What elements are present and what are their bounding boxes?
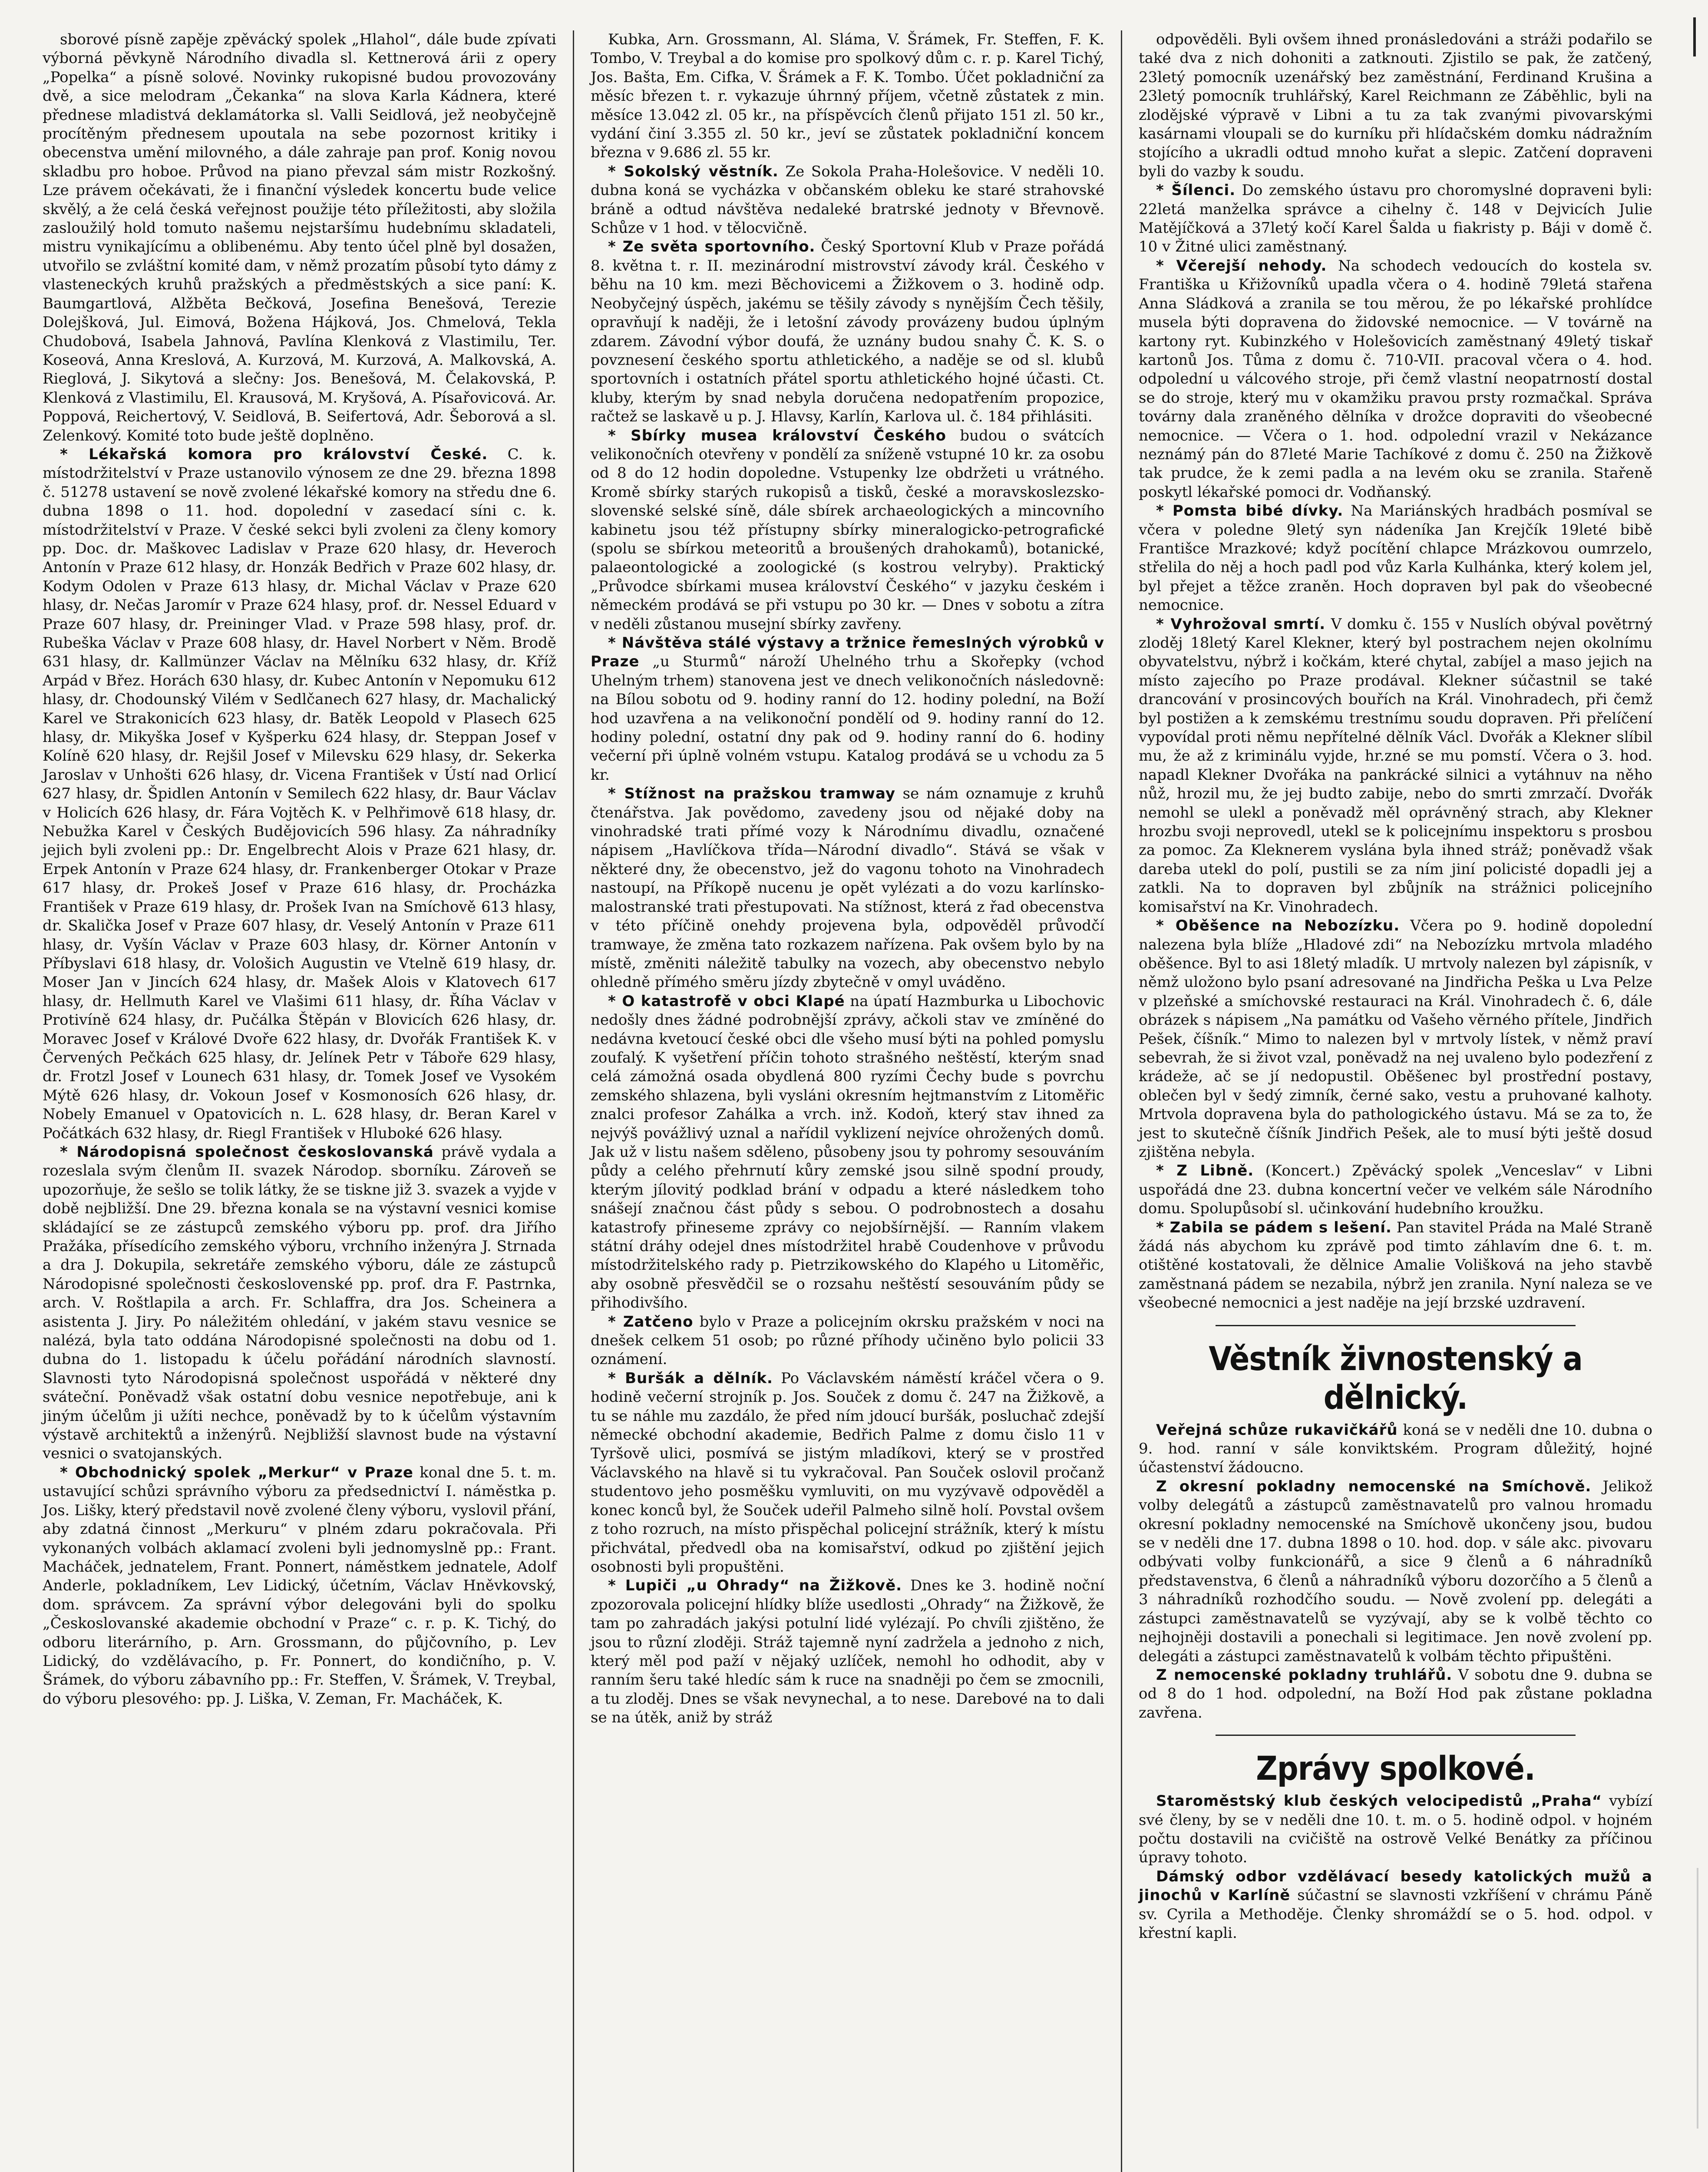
section-divider [1216, 1735, 1575, 1736]
article-text: Kubka, Arn. Grossmann, Al. Sláma, V. Šrámek, Fr. Steffen, F. K. Tombo, V. Treybal a do komise pro spolkový dům c. r. p. Karel Tichý, Jos. Bašta, Em. Cifka, V. Šrámek a F. K. Tombo. Účet pokladniční za měsíc březen t. r. vykazuje úhrnný příjem, včetně zůstatek z min. měsíce 13.042 zl. 05 kr., na příspěvcích členů přijato 151 zl. 50 kr., vydání činí 3.355 zl. 50 kr., jeví se zůstatek pokladniční koncem března v 9.686 zl. 55 kr. [591, 31, 1104, 162]
article-paragraph [43, 30, 556, 445]
section-divider [1216, 1325, 1575, 1326]
article-heading: * Šílenci. [1156, 182, 1236, 199]
article-paragraph [591, 427, 1104, 634]
article-paragraph [1139, 1867, 1652, 1943]
article-text: odpověděli. Byli ovšem ihned pronásledováni a stráži podařilo se také dva z nich dohoniti a zatknouti. Zjistilo se pak, že zatčený, 23letý pomocník uzenářský bez zaměstnání, Ferdinand Krušina a 23letý pomocník truhlářský, Karel Reichmann ze Záběhlic, byli na zlodějské výpravě v Libni a tu za tak zvanými pivovarskými kasárnami vloupali se do kurníku při hlídačském domku nádražním stojícího a ukradli odtud mnoho kuřat a slepic. Zatčení dopraveni byli do vazby k soudu. [1139, 31, 1652, 180]
article-heading: * Návštěva stálé výstavy a tržnice řemeslných výrobků v Praze [591, 634, 1104, 671]
article-text: (Koncert.) Zpěvácký spolek „Venceslav“ v Libni uspořádá dne 23. dubna koncertní večer ve velkém sále Národního domu. Spolupůsobí sl. učinkování hudebního kroužku. [1139, 1162, 1652, 1218]
column-right-articles [1139, 30, 1652, 1313]
article-heading: Dámský odbor vzdělávací besedy katolických mužů a jinochů v Karlíně [1139, 1867, 1652, 1904]
trade-section-articles [1139, 1421, 1652, 1723]
article-text: Včera po 9. hodině dopolední nalezena byla blíže „Hladové zdi“ na Nebozízku mrtvola mladého oběšence. Byl to asi 18letý mladík. U mrtvoly nalezen byl zápisník, v němž uložono bylo psaní adresované na Jindřicha Peška u Lva Pelze v plzeňské a smíchovské restauraci na Král. Vinohradech č. 6, dále obrázek s nápisem „Na památku od Vašeho věrného přítele, Jindřich Pešek, číšník.“ Mimo to nalezen byl v mrtvoly lístek, v němž praví sebevrah, že si život vzal, poněvadž na nej uvaleno bylo podezření z krádeže, ač se jí nedopustil. Oběšenec byl prostřední postavy, oblečen byl v šedý zimník, černé sako, vestu a pruhované kalhoty. Mrtvola dopravena byla do pathologického ústavu. Má se za to, že jest to skutečně číšník Jindřich Pešek, ale to musí býti ještě dosud zjištěna nebyla. [1139, 917, 1652, 1161]
column-middle [574, 30, 1122, 2172]
article-paragraph [1139, 1477, 1652, 1666]
article-text: Ze Sokola Praha-Holešovice. V neděli 10. dubna koná se vycházka v občanském obleku ke staré strahovské bráně a odtud návštěva nedaleké bratrské jednoty v Břevnově. Schůze v 1 hod. v tělocvičně. [591, 162, 1104, 237]
article-paragraph [43, 1463, 556, 1708]
article-paragraph [591, 162, 1104, 238]
article-paragraph [591, 992, 1104, 1313]
article-heading: * Vyhrožoval smrtí. [1156, 615, 1326, 633]
article-text: C. k. místodržitelství v Praze ustanovilo výnosem ze dne 29. března 1898 č. 51278 ustavení se nově zvolené lékařské komory na středu dne 6. dubna 1898 o 11. hod. dopolední v zasedací síni c. k. místodržitelství v Praze. V české sekci byli zvoleni za členy komory pp. Doc. dr. Maškovec Ladislav v Praze 620 hlasy, dr. Heveroch Antonín v Praze 612 hlasy, dr. Honzák Bedřich v Praze 602 hlasy, dr. Kodym Odolen v Praze 613 hlasy, dr. Michal Václav v Praze 620 hlasy, dr. Nečas Jaromír v Praze 624 hlasy, prof. dr. Nessel Eduard v Praze 607 hlasy, dr. Preininger Vlad. v Praze 598 hlasy, prof. dr. Rubeška Václav v Praze 608 hlasy, dr. Havel Norbert v Něm. Brodě 631 hlasy, dr. Kallmünzer Václav na Mělníku 632 hlasy, dr. Kříž Arpád v Břez. Horách 630 hlasy, dr. Kubec Antonín v Nepomuku 612 hlasy, dr. Chodounský Vilém v Sedlčanech 627 hlasy, dr. Machalický Karel ve Strakonicích 623 hlasy, dr. Batěk Leopold v Plasech 625 hlasy, dr. Mikyška Josef v Kyšperku 624 hlasy, dr. Steppan Josef v Kolíně 620 hlasy, dr. Rejšil Josef v Milevsku 629 hlasy, dr. Sekerka Jaroslav v Unhošti 626 hlasy, dr. Vicena František v Ústí nad Orlicí 627 hlasy, dr. Špidlen Antonín v Semilech 622 hlasy, dr. Baur Václav v Holicích 626 hlasy, dr. Fára Vojtěch K. v Pelhřimově 618 hlasy, dr. Nebužka Karel v Českých Budějovicích 596 hlasy. Za náhradníky jejich byli zvoleni pp.: Dr. Engelbrecht Alois v Praze 621 hlasy, dr. Erpek Antonín v Praze 624 hlasy, dr. Frankenberger Otokar v Praze 617 hlasy, dr. Prokeš Josef v Praze 616 hlasy, dr. Procházka František v Praze 619 hlasy, dr. Prošek Ivan na Smíchově 613 hlasy, dr. Skalička Josef v Praze 607 hlasy, dr. Veselý Antonín v Praze 611 hlasy, dr. Vyšín Václav v Praze 603 hlasy, dr. Körner Antonín v Příbyslavi 618 hlasy, dr. Vološich Augustin ve Vtelně 619 hlasy, dr. Moser Jan v Jincích 624 hlasy, dr. Mašek Alois v Klatovech 617 hlasy, dr. Hellmuth Karel ve Vlašimi 611 hlasy, dr. Říha Václav v Protivíně 624 hlasy, dr. Pučálka Štěpán v Blovicích 626 hlasy, dr. Moravec Josef v Králové Dvoře 622 hlasy, dr. Dvořák František K. v Červených Pečkách 625 hlasy, dr. Jelínek Petr v Táboře 629 hlasy, dr. Frotzl Josef v Lounech 631 hlasy, dr. Tomek Josef ve Vysokém Mýtě 626 hlasy, dr. Vokoun Josef v Kosmonosích 626 hlasy, dr. Nobely Emanuel v Opatovicích n. L. 628 hlasy, dr. Beran Karel v Počátkách 632 hlasy, dr. Riegl František v Hluboké 626 hlasy. [43, 445, 556, 1142]
page-edge-mark [1693, 17, 1696, 56]
article-text: V sobotu dne 9. dubna se od 8 do 1 hod. odpolední, na Boží Hod pak zůstane pokladna zavřena. [1139, 1666, 1652, 1722]
article-paragraph [43, 445, 556, 1143]
article-text: Do zemského ústavu pro choromyslné dopraveni byli: 22letá manželka správce a cihelny č. 148 v Dejvicích Julie Matějíčková a 37letý kočí Karel Šalda u fiakristy p. Báji v domě č. 10 v Žitné ulici zaměstnaný. [1139, 182, 1653, 256]
clubs-section-articles [1139, 1792, 1652, 1943]
article-heading: * Ze světa sportovního. [608, 238, 816, 256]
article-text: Dnes ke 3. hodině noční zpozorovala policejní hlídky blíže usedlosti „Ohrady“ na Žižkově, že tam po zahradách jakýsi potulní lidé vylézají. Po chvíli zjištěno, že jsou to různí zloději. Stráž tajemně nyní zadržela a jednoho z nich, který měl pod paží v nějaký uzlíček, nemohl ho odhodit, aby v ranním šeru také hledíc sám k ruce na snadněji po čem se zmocnili, a tu zloděj. Dnes se však nevynechal, a to nese. Darebové na to dali se na útěk, aniž by stráž [591, 1577, 1104, 1727]
article-heading: * O katastrofě v obci Klapé [608, 992, 845, 1010]
article-text: se nám oznamuje z kruhů čtenářstva. Jak povědomo, zavedeny jsou od nějaké doby na vinohradské trati přímé vozy k Národnímu divadlu, označené nápisem „Havlíčkova třída—Národní divadlo“. Stává se však v některé dny, že obecenstvo, jež do vagonu tohoto na Vinohradech nastoupí, na Příkopě nucenu je opět vylézati a do vozu karlínsko-malostranské trati přestupovati. Na stížnost, která z řad obecenstva v této příčině onehdy projevena byla, odpověděl průvodčí tramwaye, že změna tato rozkazem nařízena. Pak ovšem bylo by na místě, změniti náležitě tabulky na vozech, aby obecenstvo nebylo ohledně přímého směru jízdy zbytečně v omyl uváděno. [591, 785, 1104, 991]
article-heading: * Zatčeno [608, 1313, 694, 1331]
column-left [26, 30, 574, 2172]
article-heading: * Zabila se pádem s lešení. [1156, 1218, 1392, 1236]
article-paragraph [1139, 1421, 1652, 1477]
article-paragraph [1139, 615, 1652, 917]
article-heading: * Buršák a dělník. [608, 1369, 773, 1387]
article-paragraph [1139, 30, 1652, 181]
article-text: bylo v Praze a policejním okrsku pražském v noci na dnešek celkem 51 osob; po různé příhody učiněno bylo policii 33 oznámení. [591, 1313, 1104, 1368]
article-heading: * Obchodnický spolek „Merkur“ v Praze [60, 1463, 413, 1481]
article-heading: * Lékařská komora pro království České. [60, 445, 488, 463]
section-title-clubs: Zprávy spolkové. [1256, 1749, 1535, 1788]
article-heading: * Národopisná společnost českoslovanská [60, 1143, 434, 1161]
columns [26, 30, 1669, 2172]
article-text: Na Mariánských hradbách posmíval se včera v poledne 9letý syn nádeníka Jan Krejčík 19leté bibě Františce Mrazkové; když pocítění chlapce Mrázkovou oumrzelo, střelila do něj a hoch padl pod vůz Karla Kulhánka, který kolem jel, byl přejet a těžce zraněn. Hoch dopraven byl pak do všeobecné nemocnice. [1139, 502, 1653, 614]
article-paragraph [591, 1369, 1104, 1576]
article-text: vybízí své členy, by se v neděli dne 10. t. m. o 5. hodině odpol. v hojném počtu dostavili na cvičiště na ostrově Velké Benátky za příčinou úpravy tohoto. [1139, 1792, 1652, 1867]
article-text: budou o svátcích velikonočních otevřeny v pondělí za sníženě vstupné 10 kr. za osobu od 8 do 12 hodin dopoledne. Vstupenky lze obdržeti u vrátného. Kromě sbírky starých rukopisů a tisků, české a moravskoslezsko-slovenské selské síně, dále sbírek archaeologických a mincovního kabinetu jsou též přístupny sbírky mineralogicko-petrografické (spolu se sbírkou meteoritů a broušených drahokamů), botanické, palaeontologické a zoologické (s kostrou velryby). Praktický „Průvodce sbírkami musea království Českého“ v jazyku českém i německém prodává se při vstupu po 30 kr. — Dnes v sobotu a zítra v neděli zůstanou musejní sbírky zavřeny. [591, 427, 1104, 633]
page-fold-shadow [1697, 1868, 1698, 2129]
article-paragraph [1139, 1666, 1652, 1722]
article-text: Pan stavitel Práda na Malé Straně žádá nás abychom ku zprávě pod timto záhlavím dne 6. t. m. otištěné kostatovali, že dělnice Amalie Volišková na jeho stavbě zaměstnaná pádem se nezabila, nýbrž jen zranila. Nyní naleza se ve všeobecné nemocnici a jest naděje na její brzské uzdravení. [1139, 1218, 1652, 1312]
article-text: V domku č. 155 v Nuslích obýval povětrný zloděj 18letý Karel Klekner, který byl postrachem nejen okolnímu obyvatelstvu, nýbrž i kočkám, které chytal, zabíjel a maso jejich na místo zajecího po Praze prodával. Klekner súčastnil se také drancování v prosincových bouřích na Král. Vinohradech, při čemž byl postižen a k zemskému trestnímu soudu dopraven. Při přelíčení vypovídal proti němu nepřítelné dělník Václ. Dvořák a Klekner slíbil mu, že až z kriminálu vyjde, hr.zné se mu pomstí. Včera o 3. hod. napadl Klekner Dvořáka na pankrácké silnici a vytáhnuv na něho nůž, hrozil mu, že jej budto zabije, nebo do smrti zmrzačí. Dvořák nemohl se ulekl a poněvadž měl oprávněný strach, aby Klekner hrozbu svoji neprovedl, utekl se k policejnímu inspektoru s prosbou za pomoc. Za Kleknerem vyslána byla ihned stráž; poněvadž však dareba utekl do polí, pustili se za ním jiní policisté dopadli jej a zatkli. Na to dopraven byl zbůjník na strážnici policejního komisařství na Kr. Vinohradech. [1139, 615, 1652, 916]
article-heading: * Lupiči „u Ohrady“ na Žižkově. [608, 1577, 902, 1595]
article-paragraph [1139, 1792, 1652, 1867]
article-heading: * Včerejší nehody. [1156, 257, 1327, 275]
article-paragraph [1139, 181, 1652, 257]
article-paragraph [591, 1576, 1104, 1727]
article-text: Po Václavském náměstí kráčel včera o 9. hodině večerní strojník p. Jos. Souček z domu č. 247 na Žižkově, a tu se náhle mu zazdálo, že před ním jdoucí buršák, posluchač zdejší německé obchodní akademie, Bedřich Palme z domu čislo 11 v Tyršově ulici, posmívá se jistým mladíkovi, který se v prostřed Václavského na hlavě si tu vykračoval. Pan Souček oslovil pročanž studentovo jeho posměšku vymluviti, on mu vyzývavě odpověděl a konec konců byl, že Souček udeřil Palmeho silně holí. Povstal ovšem z toho rozruch, na místo přispěchal policejní strážník, který k místu přichvátal, předvedl oba na komisařství, odkud po zjištění jejich osobnosti byli propuštěni. [591, 1369, 1104, 1576]
article-heading: * Sokolský věstník. [608, 162, 779, 180]
article-paragraph [591, 634, 1104, 785]
article-text: Jelikož volby delegátů a zástupců zaměstnavatelů pro valnou hromadu okresní pokladny nemocenské na Smíchově ukončeny jsou, budou se v neděli dne 17. dubna 1898 o 10. hod. dop. v sále akc. pivovaru odbývati volby funkcionářů, a sice 9 členů a 6 náhradníků představenstva, 6 členů a náhradníků výboru dozorčího a 5 členů a 3 náhradníků rozhodčího soudu. — Nově zvolení pp. delegáti a zástupci zaměstnavatelů se vyzývají, aby se k volbě těchto co nejhojněji dostavili a ponechali si legitimace. Jen nově zvolení pp. delegáti a zástupci zaměstnavatelů k volbám těchto připuštěni. [1139, 1477, 1652, 1665]
article-paragraph [1139, 1162, 1652, 1218]
article-paragraph [591, 1313, 1104, 1369]
article-paragraph [1139, 917, 1652, 1162]
article-heading: Veřejná schůze rukavičkářů [1156, 1421, 1398, 1439]
article-heading: * Oběšence na Nebozízku. [1156, 917, 1400, 935]
article-text: Český Sportovní Klub v Praze pořádá 8. května t. r. II. mezinárodní mistrovství závody král. Českého v běhu na 10 km. mezi Běchovicemi a Žižkovem o 3. hodině odp. Neobyčejný úspěch, jakému se těšily závody s nynějším Čech těšily, opravňují k naději, že i letošní závody provázeny budou úplným zdarem. Závodní výbor doufá, že uznány budou snahy Č. K. S. o povznesení českého sportu athletického, a naděje se od sl. klubů sportovních i ostatních přátel sportu athletického hojné účasti. Ct. kluby, kterým by snad nebyla doručena nedopatřením propozice, račtež se laskavě u p. J. Hlavsy, Karlín, Karlova ul. č. 184 přihlásiti. [591, 238, 1104, 426]
article-heading: * Z Libně. [1156, 1162, 1254, 1180]
article-text: sborové písně zapěje zpěvácký spolek „Hlahol“, dále bude zpívati výborná pěvkyně Národního divadla sl. Kettnerová árii z opery „Popelka“ a písně solové. Novinky rukopisné budou provozovány dvě, a sice melodram „Čekanka“ na slova Karla Kádnera, které přednese mladistvá deklamátorka sl. Valli Seidlová, jež neobyčejně procítěným přednesem upoutala na sebe pozornost kritiky i obecenstva umění milovného, a dále zahraje pan prof. Konig novou skladbu pro hoboe. Průvod na piano převzal sám mistr Rozkošný. Lze právem očekávati, že i finanční výsledek koncertu bude velice skvělý, a že celá česká veřejnost použije této příležitosti, aby složila zasloužilý hold tomuto našemu nejstaršímu hudebnímu skladateli, mistru vynikajícímu a oblibenému. Aby tento účel plně byl dosažen, utvořilo se zvláštní komité dam, v němž prozatím působí tyto dámy z vlasteneckých kruhů pražských a předměstských a sice paní: K. Baumgartlová, Alžběta Bečková, Josefina Benešová, Terezie Dolejšková, Jul. Eimová, Božena Hájková, Jos. Chmelová, Tekla Chudobová, Isabela Jahnová, Pavlína Klenková z Vlastimilu, Ter. Koseová, Anna Kreslová, A. Kurzová, M. Kurzová, A. Malkovská, A. Rieglová, J. Sikytová a slečny: Jos. Benešová, M. Čelakovská, P. Klenková z Vlastimilu, El. Krausová, M. Kryšová, A. Písařovicová. Ar. Poppová, Reichertový, V. Seidlová, B. Seifertová, Adr. Šeborová a sl. Zelenkový. Komité toto bude ještě doplněno. [43, 31, 556, 444]
article-heading: * Stížnost na pražskou tramway [608, 785, 896, 803]
article-paragraph [1139, 257, 1652, 502]
article-paragraph [1139, 502, 1652, 615]
article-paragraph [591, 238, 1104, 426]
article-heading: Z nemocenské pokladny truhlářů. [1156, 1666, 1453, 1684]
article-text: konal dne 5. t. m. ustavující schůzi správního výboru za předsednictví I. náměstka p. Jos. Lišky, který představil nově zvolené členy výboru, vyslovil přání, aby zdatná činnost „Merkuru“ v plném zdaru pokračovala. Při vykonaných volbách aklamací zvoleni byli jednomyslně pp.: Frant. Macháček, jednatelem, Frant. Ponnert, náměstkem jednatele, Adolf Anderle, pokladníkem, Lev Lidický, účetním, Václav Hněvkovský, dom. správcem. Za správní výbor delegováni byli do spolku „Českoslovanské akademie obchodní v Praze“ c. r. p. K. Tichý, do odboru literárního, p. Arn. Grossmann, do půjčovního, p. Lev Lidický, do vzdělávacího, p. Fr. Ponnert, do kondičního, p. V. Šrámek, do výboru zábavního pp.: Fr. Steffen, V. Šrámek, V. Treybal, do výboru plesového: pp. J. Liška, V. Zeman, Fr. Macháček, K. [43, 1463, 556, 1708]
article-paragraph [1139, 1218, 1652, 1313]
article-text: na úpatí Hazmburka u Libochovic nedošly dnes žádné podrobnější zprávy, ačkoli stav ve zmíněné do nedávna kvetoucí české obci dle všeho musí býti na pohled pomyslu zoufalý. K vyšetření příčin tohoto strašného neštěstí, kterým snad celá zámožná osada obydlená 800 ryzími Čechy bude s povrchu zemského shlazena, byli vysláni okresním hejtmanstvím z Litoměřic znalci profesor Zahálka a vrch. inž. Kodoň, který stav ihned za nejvýš povážlivý uznal a nařídil vyklizení nejvíce ohrožených domů. Jak už v listu našem sděleno, působeny jsou ty pohromy sesouváním půdy a celého přehrnutí kůry zemské jsou silně spodní proudy, kterým jílovitý podklad brání v odpadu a které následkem toho snášejí značnou část půdy s sebou. O podrobnostech a dosahu katastrofy přineseme zprávy co nejobšírnější. — Ranním vlakem státní dráhy odejel dnes místodržitel hrabě Coudenhove v průvodu místodržitelského rady p. Pietrzikowského do Klapého u Litoměřic, aby osobně přesvědčil se o rozsahu neštěstí sesouváním půdy se přihodivšího. [591, 992, 1104, 1312]
section-title-trade: Věstník živnostenský a dělnický. [1209, 1339, 1582, 1417]
article-heading: Z okresní pokladny nemocenské na Smíchově. [1156, 1477, 1592, 1495]
article-heading: * Pomsta bibé dívky. [1156, 502, 1344, 520]
article-text: koná se v neděli dne 10. dubna o 9. hod. ranní v sále konviktském. Program důležitý, hojné účastenství žádoucno. [1139, 1421, 1652, 1477]
article-heading: Staroměstský klub českých velocipedistů „Praha“ [1156, 1792, 1602, 1810]
article-heading: * Sbírky musea království Českého [608, 427, 946, 444]
article-text: právě vydala a rozeslala svým členům II. svazek Národop. sborníku. Zároveň se upozorňuje, že sešlo se tolik látky, že se tiskne již 3. svazek a vyjde v době nejbližší. Dne 29. března konala se na výstavní vesnici komise skládající se ze zástupců zemského výboru pp. prof. dra Jiřího Pražáka, přísedícího zemského výboru, vrchního inženýra J. Strnada a dra J. Dokupila, sekretáře zemského výboru, dále ze zástupců Národopisné společnosti československé pp. prof. dra F. Pastrnka, arch. V. Roštlapila a arch. Fr. Schlaffra, dra Jos. Scheinera a asistenta J. Jiry. Po náležitém ohledání, v jakém stavu vesnice se nalézá, byla tato oddána Národopisné společnosti na dobu od 1. dubna do 1. listopadu k účelu pořádání národních slavností. Slavnosti tyto Národopisná společnost uspořádá v některé dny sváteční. Poněvadž však ostatní dobu vesnice nepotřebuje, ani k jiným účelům ji užíti nechce, poněvadž by to k účelům výstavním výstavě architektů a inženýrů. Nejbližší slavnost bude na výstavní vesnici o svatojanských. [43, 1143, 557, 1463]
column-right [1122, 30, 1669, 2172]
article-paragraph [591, 30, 1104, 162]
article-text: Na schodech vedoucích do kostela sv. Františka u Křižovníků upadla včera o 4. hodině 79letá stařena Anna Sládková a zranila se tou měrou, že po lékařské prohlídce musela býti dopravena do židovské nemocnice. — V továrně na kartony ryt. Kubinzkého v Holešovicích zaměstnaný 49letý tiskař kartonů Jos. Tůma z domu č. 710-VII. pracoval včera o 4. hod. odpolední u válcového stroje, při čemž vlastní neopatrností dostal se do stroje, který mu v okamžiku pravou prsty rozmačkal. Správa továrny dala zraněného dělníka v drožce dopraviti do všeobecné nemocnice. — Včera o 1. hod. odpolední vrazil v Nekázance neznámý pán do 87leté Marie Tachíkové z domu č. 250 na Žižkově tak prudce, že k zemi padla a na levém oku se zranila. Stařeně poskytl lékařské pomoci dr. Vodňanský. [1139, 257, 1653, 501]
article-text: „u Sturmů“ nároží Uhelného trhu a Skořepky (vchod Uhelným trhem) stanovena jest ve dnech velikonočních následovně: na Bílou sobotu od 9. hodiny ranní do 12. hodiny polední, na Boží hod uzavřena a na velikonoční pondělí od 9. hodiny ranní do 12. hodiny polední, ostatní dny pak od 9. hodiny ranní do 6. hodiny večerní při úplně volném vstupu. Katalog prodává se u vchodu za 5 kr. [591, 653, 1104, 784]
article-text: súčastní se slavnosti vzkříšení v chrámu Páně sv. Cyrila a Methoděje. Členky shromáždí se o 5. hod. odpol. v křestní kapli. [1139, 1887, 1652, 1942]
article-paragraph [43, 1143, 556, 1463]
article-paragraph [591, 785, 1104, 992]
